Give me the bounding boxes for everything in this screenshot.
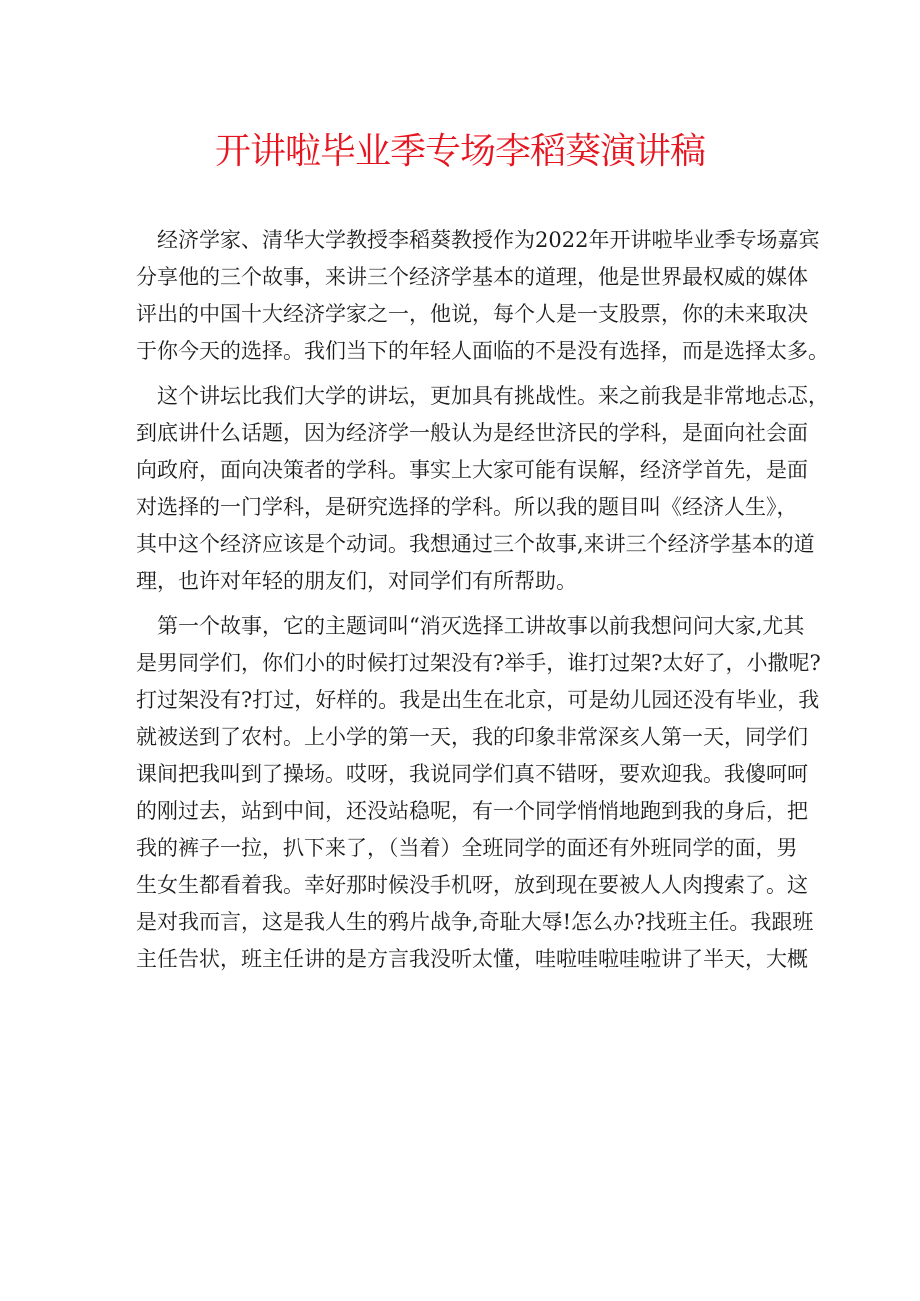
text-line: 分享他的三个故事，来讲三个经济学基本的道理，他是世界最权威的媒体 <box>136 265 808 289</box>
text-line: 是男同学们，你们小的时候打过架没有?举手，谁打过架?太好了，小撒呢? <box>136 651 821 675</box>
text-line: 生女生都看着我。幸好那时候没手机呀，放到现在要被人人肉搜索了。这 <box>136 873 808 897</box>
text-line: 是对我而言，这是我人生的鸦片战争,奇耻大辱!怎么办?找班主任。我跟班 <box>136 910 814 934</box>
text-line: 经济学家、清华大学教授李稻葵教授作为2022年开讲啦毕业季专场嘉宾 <box>157 228 820 252</box>
paragraph-2 <box>136 378 829 600</box>
text-line: 其中这个经济应该是个动词。我想通过三个故事,来讲三个经济学基本的道 <box>136 532 815 556</box>
document-title: 开讲啦毕业季专场李稻葵演讲稿 <box>214 131 705 172</box>
paragraph-3 <box>136 608 821 978</box>
text-line: 打过架没有?打过，好样的。我是出生在北京，可是幼儿园还没有毕业，我 <box>136 688 820 712</box>
text-line: 这个讲坛比我们大学的讲坛，更加具有挑战性。来之前我是非常地忐忑， <box>157 384 829 408</box>
document-body <box>136 222 829 986</box>
text-line: 到底讲什么话题，因为经济学一般认为是经世济民的学科，是面向社会面 <box>136 421 808 445</box>
text-line: 主任告状，班主任讲的是方言我没听太懂，哇啦哇啦哇啦讲了半天，大概 <box>136 947 808 971</box>
text-line: 我的裤子一拉，扒下来了，（当着）全班同学的面还有外班同学的面，男 <box>136 836 798 860</box>
text-line: 课间把我叫到了操场。哎呀，我说同学们真不错呀，要欢迎我。我傻呵呵 <box>136 762 808 786</box>
text-line: 向政府，面向决策者的学科。事实上大家可能有误解，经济学首先，是面 <box>136 458 808 482</box>
text-line: 对选择的一门学科，是研究选择的学科。所以我的题目叫《经济人生》， <box>136 495 798 519</box>
text-line: 于你今天的选择。我们当下的年轻人面临的不是没有选择，而是选择太多。 <box>136 339 829 363</box>
text-line: 的刚过去，站到中间，还没站稳呢，有一个同学悄悄地跑到我的身后，把 <box>136 799 808 823</box>
text-line: 第一个故事，它的主题词叫“消灭选择工讲故事以前我想问问大家,尤其 <box>157 614 805 638</box>
paragraph-1 <box>136 222 829 370</box>
text-line: 理，也许对年轻的朋友们，对同学们有所帮助。 <box>136 569 577 593</box>
text-line: 就被送到了农村。上小学的第一天，我的印象非常深亥人第一天，同学们 <box>136 725 808 749</box>
text-line: 评出的中国十大经济学家之一，他说，每个人是一支股票，你的未来取决 <box>136 302 808 326</box>
